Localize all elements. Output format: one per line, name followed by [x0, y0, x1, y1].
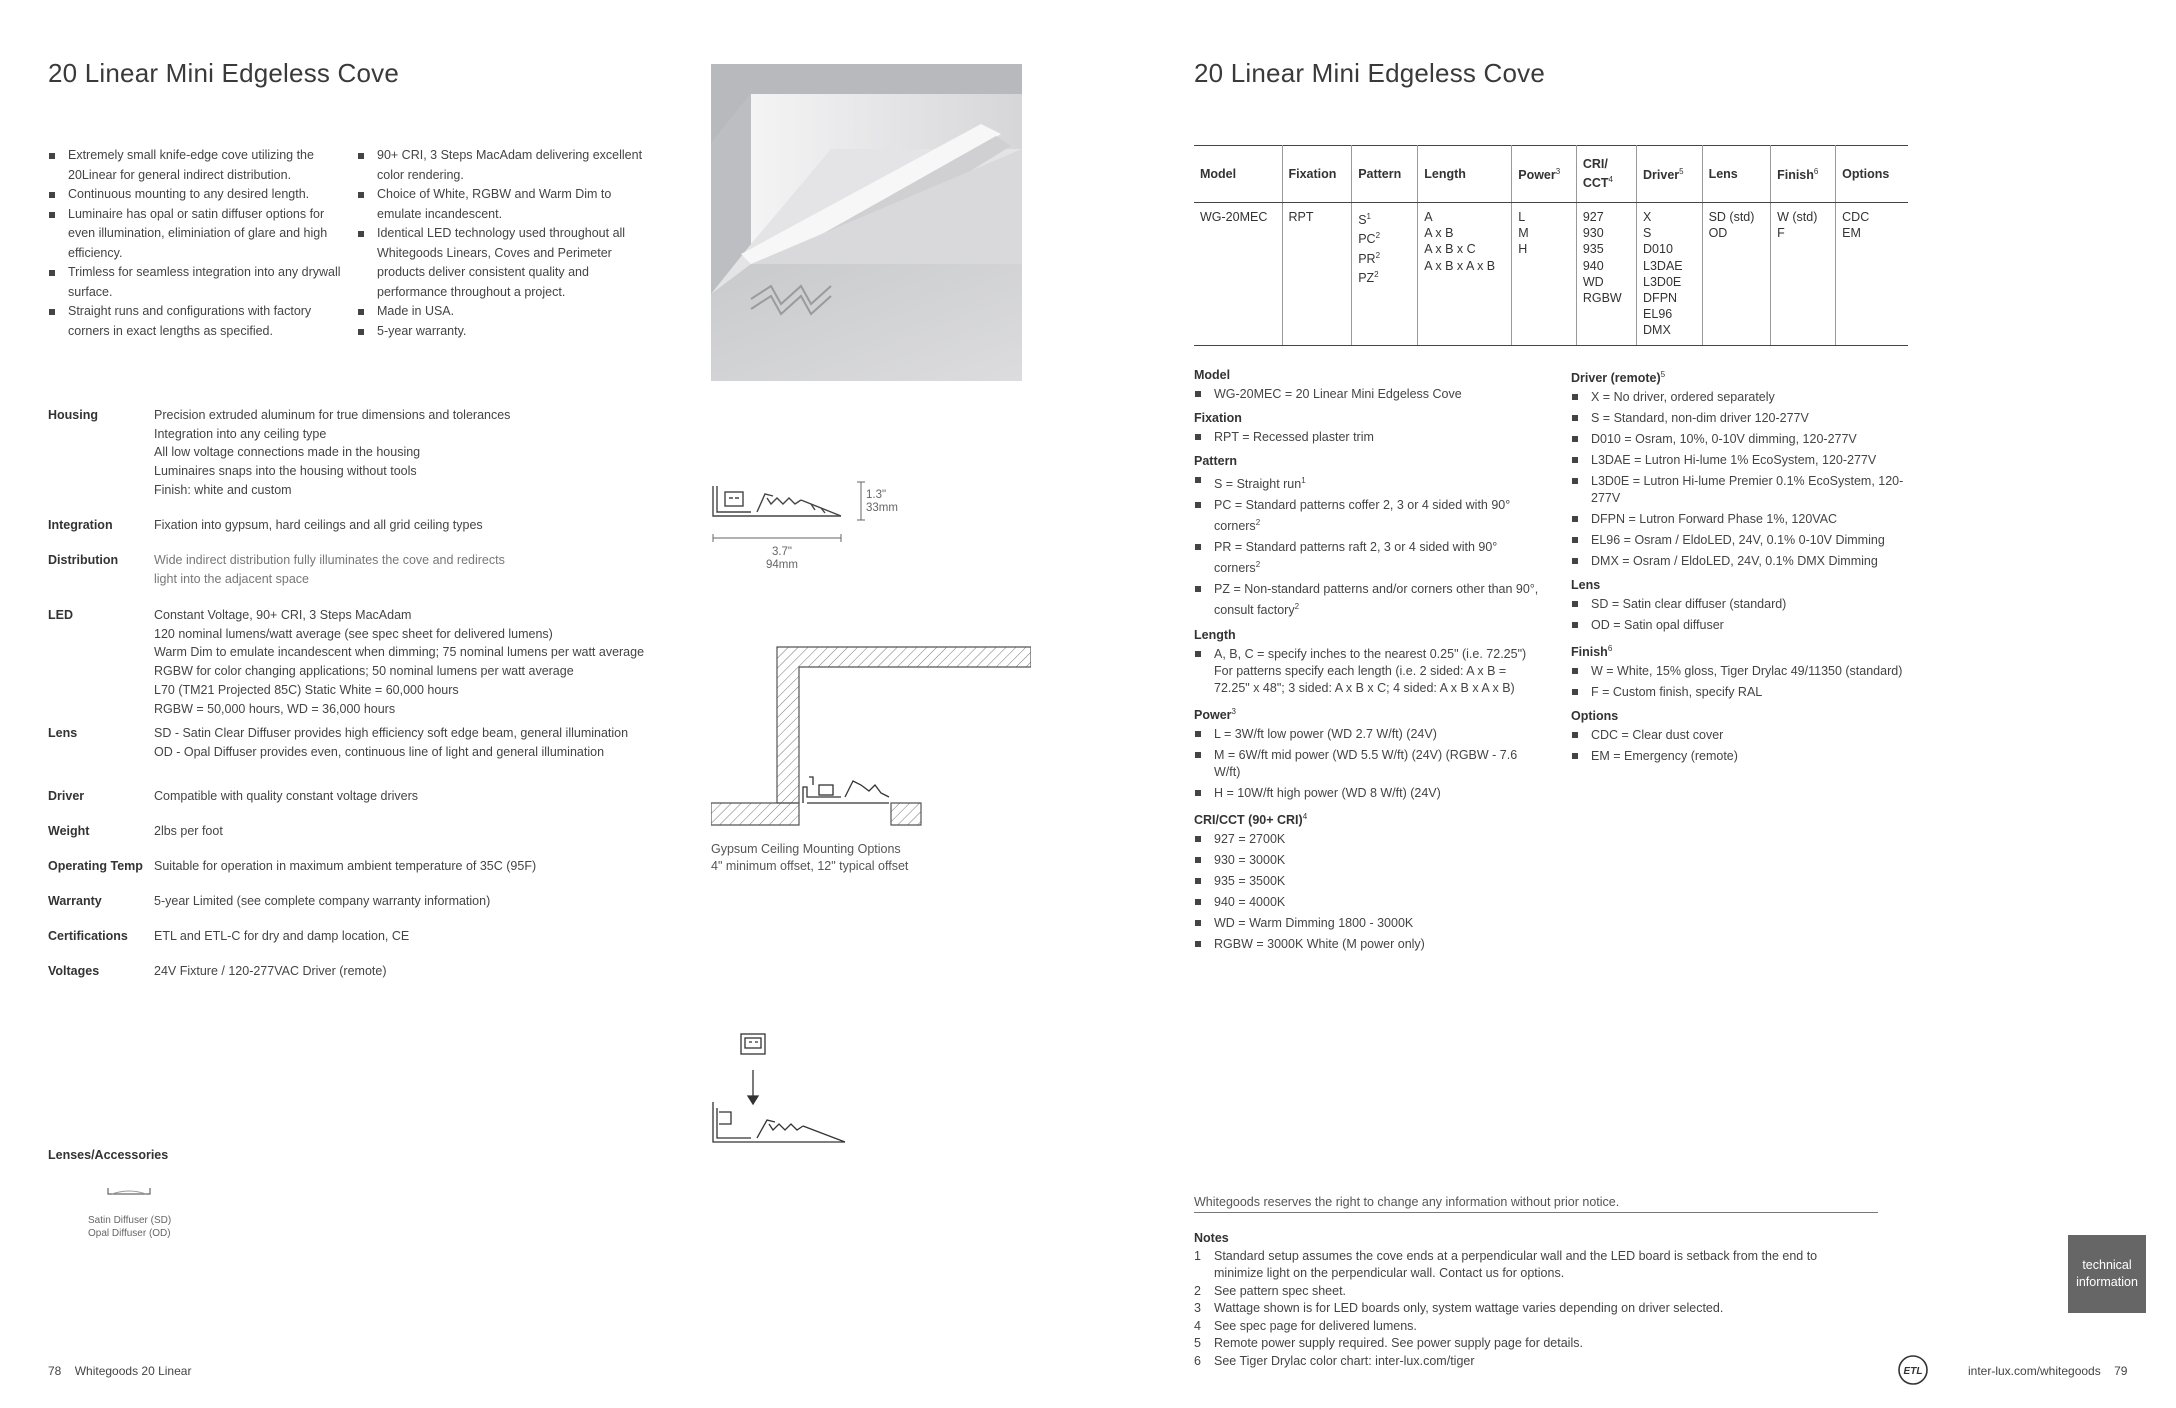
spec-value: Suitable for operation in maximum ambient temperature of 35C (95F): [154, 859, 537, 873]
option-code: D010: [1643, 242, 1673, 257]
option-code: [1358, 209, 1411, 228]
legend-item-text: DFPN = Lutron Forward Phase 1%, 120VAC: [1591, 512, 1838, 527]
legend-item: [1194, 581, 1544, 619]
table-cell-model: [1194, 203, 1282, 346]
option-code-text: S: [1358, 213, 1367, 228]
spec-label: Warranty: [48, 894, 102, 908]
spec-label: Integration: [48, 518, 113, 532]
legend-item: [1571, 617, 1931, 634]
legend-item: [1571, 389, 1931, 406]
table-header-cell: [1836, 146, 1908, 203]
spec-values: [154, 857, 536, 876]
svg-text:ETL: ETL: [1903, 1366, 1923, 1377]
legend-item-text: PC = Standard patterns coffer 2, 3 or 4 sided with 90° corners: [1214, 498, 1511, 534]
table-header-cell: [1512, 146, 1577, 203]
ordering-table: [1194, 145, 1908, 346]
legend-item: [1571, 596, 1931, 613]
table-header-label: Options: [1842, 167, 1890, 181]
legend-heading: [1571, 640, 1931, 661]
table-cell-pattern: [1352, 203, 1418, 346]
legend-item-text: EM = Emergency (remote): [1591, 749, 1738, 764]
ordering-table-wrapper: [1194, 145, 1908, 346]
spec-values: [154, 516, 483, 535]
legend-heading-text: CRI/CCT (90+ CRI): [1194, 812, 1303, 827]
footnote-marker: 6: [1813, 167, 1819, 177]
legend-item-text: A, B, C = specify inches to the nearest 0.25" (i.e. 72.25") For patterns specify each length (i.e. 2 sided: A x B = 72.25" x 48"; 3 sided: A x B x C; 4 sided: A x B x A x B): [1214, 646, 1527, 695]
legend-item-text: WD = Warm Dimming 1800 - 3000K: [1214, 915, 1414, 930]
legend-item-text: L = 3W/ft low power (WD 2.7 W/ft) (24V): [1214, 726, 1437, 741]
tab-label-line-1: technical: [2082, 1258, 2132, 1272]
spec-value: Warm Dim to emulate incandescent when dimming; 75 nominal lumens per watt average: [154, 645, 645, 660]
spec-values: [154, 787, 418, 806]
table-header-label: Power: [1518, 168, 1556, 183]
legend-item: [1194, 894, 1544, 911]
footnote-marker: 3: [1555, 167, 1561, 177]
legend-list: [1194, 726, 1544, 802]
legend-item: [1571, 410, 1931, 427]
table-header-cell: [1771, 146, 1836, 203]
legend-heading: [1194, 808, 1544, 829]
note-item: [1194, 1248, 1854, 1283]
legend-item-text: RGBW = 3000K White (M power only): [1214, 936, 1425, 951]
option-code: [1358, 228, 1411, 247]
spec-value: ETL and ETL-C for dry and damp location, CE: [154, 929, 410, 943]
footnote-marker: 2: [1375, 231, 1381, 241]
note-number: 4: [1194, 1318, 1201, 1333]
spec-value: Integration into any ceiling type: [154, 426, 327, 441]
tab-label-line-2: information: [2076, 1275, 2138, 1289]
spec-label: Operating Temp: [48, 859, 143, 873]
option-code: [1358, 248, 1411, 267]
table-header-label: CRI/ CCT: [1582, 157, 1609, 191]
option-code: F: [1777, 226, 1785, 241]
table-header-cell: [1702, 146, 1771, 203]
spec-value: Luminaires snaps into the housing without tools: [154, 464, 417, 479]
footnote-marker: 3: [1231, 706, 1236, 716]
legend-heading-text: Length: [1194, 627, 1236, 642]
legend-list: [1194, 386, 1544, 403]
legend-item: [1194, 539, 1544, 577]
feature-item: 5-year warranty.: [357, 322, 657, 342]
note-number: 6: [1194, 1353, 1201, 1368]
legend-item: [1571, 532, 1931, 549]
page-title-right: 20 Linear Mini Edgeless Cove: [1194, 58, 1546, 88]
footnote-marker: 6: [1607, 644, 1613, 654]
legend-item: [1194, 852, 1544, 869]
notes-heading: Notes: [1194, 1231, 1229, 1245]
spec-label: Driver: [48, 789, 85, 803]
spec-value: Fixation into gypsum, hard ceilings and all grid ceiling types: [154, 518, 483, 532]
footnote-marker: 2: [1374, 270, 1379, 280]
notes: [1194, 1230, 1854, 1370]
legend-item: [1571, 663, 1931, 680]
option-code: EL96: [1643, 307, 1673, 322]
legend-heading: [1571, 366, 1931, 387]
legend-item-text: CDC = Clear dust cover: [1591, 728, 1724, 743]
option-code: 927: [1582, 210, 1604, 224]
note-number: 1: [1194, 1248, 1201, 1263]
footer-left-text: Whitegoods 20 Linear: [74, 1364, 192, 1378]
spec-label: Distribution: [48, 553, 119, 567]
table-cell-power: [1512, 203, 1577, 346]
ordering-legend-left: [1194, 360, 1544, 957]
footnote-marker: 5: [1679, 167, 1684, 177]
feature-item: Made in USA.: [357, 302, 657, 322]
table-header-cell: [1352, 146, 1418, 203]
note-item: [1194, 1283, 1854, 1301]
legend-item: [1571, 553, 1931, 570]
legend-heading: [1571, 707, 1931, 725]
legend-item: [1194, 386, 1544, 403]
footnote-marker: 5: [1660, 370, 1666, 379]
table-header-label: Model: [1200, 167, 1237, 181]
legend-list: [1571, 727, 1931, 765]
legend-list: [1194, 646, 1544, 697]
spec-value: All low voltage connections made in the housing: [154, 445, 421, 460]
table-header-cell: [1418, 146, 1512, 203]
legend-heading-text: Model: [1194, 368, 1231, 382]
cove-render-image: [711, 64, 1022, 381]
legend-item: [1194, 646, 1544, 697]
note-text: See Tiger Drylac color chart: inter-lux.com/tiger: [1214, 1353, 1475, 1368]
page-number-left: 78: [48, 1364, 62, 1378]
option-code: WD: [1582, 274, 1604, 289]
note-text: Remote power supply required. See power supply page for details.: [1214, 1336, 1583, 1350]
legend-item: [1194, 873, 1544, 890]
feature-item: Luminaire has opal or satin diffuser options for even illumination, eliminiation of glare and high efficiency.: [48, 205, 348, 264]
spec-value: 120 nominal lumens/watt average (see spec sheet for delivered lumens): [154, 626, 553, 641]
gypsum-mounting-drawing: [711, 645, 1031, 835]
legend-item-text: PR = Standard patterns raft 2, 3 or 4 sided with 90° corners: [1214, 540, 1498, 576]
option-code: L3D0E: [1643, 274, 1682, 289]
footnote-marker: 2: [1294, 602, 1300, 612]
option-code: RPT: [1288, 210, 1314, 224]
legend-item-text: OD = Satin opal diffuser: [1591, 618, 1724, 633]
disclaimer: Whitegoods reserves the right to change any information without prior notice.: [1194, 1195, 1878, 1213]
legend-item: [1571, 473, 1931, 507]
spec-value: Precision extruded aluminum for true dimensions and tolerances: [154, 408, 511, 422]
spec-value: Finish: white and custom: [154, 482, 292, 497]
note-item: [1194, 1335, 1854, 1353]
table-cell-length: [1418, 203, 1512, 346]
option-code: X: [1643, 210, 1652, 224]
profile-dimension-drawing: [711, 478, 891, 568]
footer-url[interactable]: inter-lux.com/whitegoods: [1968, 1364, 2101, 1378]
spec-value: L70 (TM21 Projected 85C) Static White = 60,000 hours: [154, 682, 459, 697]
feature-item: Identical LED technology used throughout all Whitegoods Linears, Coves and Perimeter products deliver consistent quality and performance throughout a project.: [357, 224, 657, 302]
legend-item: [1194, 936, 1544, 953]
legend-item-text: RPT = Recessed plaster trim: [1214, 430, 1374, 444]
legend-item-text: W = White, 15% gloss, Tiger Drylac 49/11350 (standard): [1591, 664, 1903, 679]
legend-item: [1194, 429, 1544, 446]
legend-item: [1194, 472, 1544, 493]
legend-list: [1571, 389, 1931, 570]
legend-heading-text: Fixation: [1194, 411, 1242, 425]
table-header-label: Lens: [1708, 167, 1738, 181]
table-cell-fixation: [1282, 203, 1352, 346]
note-text: See pattern spec sheet.: [1214, 1283, 1347, 1298]
legend-heading: [1194, 703, 1544, 724]
width-dimension-label: 3.7" 94mm: [766, 546, 798, 571]
legend-item-text: EL96 = Osram / EldoLED, 24V, 0.1% 0-10V Dimming: [1591, 533, 1885, 548]
legend-item-text: M = 6W/ft mid power (WD 5.5 W/ft) (24V) (RGBW - 7.6 W/ft): [1214, 747, 1518, 779]
option-code: W (std): [1777, 210, 1818, 224]
legend-item: [1194, 497, 1544, 535]
legend-item-text: L3DAE = Lutron Hi-lume 1% EcoSystem, 120-277V: [1591, 453, 1877, 468]
legend-heading: [1571, 576, 1931, 594]
spec-value: light into the adjacent space: [154, 571, 309, 586]
option-code: H: [1518, 242, 1528, 257]
legend-item-text: F = Custom finish, specify RAL: [1591, 685, 1763, 700]
legend-heading-text: Pattern: [1194, 454, 1238, 468]
table-header-cell: [1576, 146, 1636, 203]
option-code: M: [1518, 226, 1529, 241]
note-number: 3: [1194, 1301, 1201, 1315]
legend-heading-text: Lens: [1571, 578, 1601, 593]
diffuser-lens-drawing: [106, 1184, 152, 1198]
legend-item: [1571, 511, 1931, 528]
note-item: [1194, 1353, 1854, 1371]
spec-label: LED: [48, 608, 73, 622]
legend-heading: [1194, 366, 1544, 384]
option-code: WG-20MEC: [1200, 210, 1268, 224]
option-code: L3DAE: [1643, 258, 1683, 273]
option-code: L: [1518, 210, 1526, 224]
page-title-left: 20 Linear Mini Edgeless Cove: [48, 58, 400, 88]
legend-item: [1194, 726, 1544, 743]
option-code-text: PZ: [1358, 271, 1375, 286]
feature-item: Extremely small knife-edge cove utilizing the 20Linear for general indirect distribution.: [48, 146, 348, 185]
installation-drawing: [711, 1030, 851, 1148]
legend-heading: [1194, 452, 1544, 470]
table-header-cell: [1637, 146, 1703, 203]
legend-item: [1194, 915, 1544, 932]
feature-item: Trimless for seamless integration into any drywall surface.: [48, 263, 348, 302]
legend-list: [1194, 831, 1544, 953]
legend-list: [1571, 663, 1931, 701]
spec-label: Certifications: [48, 929, 128, 943]
spec-values: [154, 406, 510, 500]
legend-item-text: 940 = 4000K: [1214, 894, 1286, 909]
legend-item: [1571, 684, 1931, 701]
height-dimension-label: 1.3" 33mm: [866, 489, 898, 514]
table-cell-lens: [1702, 203, 1771, 346]
option-code: DMX: [1643, 323, 1671, 338]
spec-values: [154, 927, 409, 946]
legend-heading-text: Driver (remote): [1571, 371, 1661, 386]
technical-information-tab[interactable]: [2068, 1235, 2146, 1313]
legend-item-text: 927 = 2700K: [1214, 831, 1286, 846]
feature-item: 90+ CRI, 3 Steps MacAdam delivering excellent color rendering.: [357, 146, 657, 185]
note-text: Standard setup assumes the cove ends at a perpendicular wall and the LED board is setback from the end to minimize light on the perpendicular wall. Contact us for options.: [1214, 1248, 1818, 1280]
legend-item-text: PZ = Non-standard patterns and/or corners other than 90°, consult factory: [1214, 582, 1539, 618]
option-code: RGBW: [1582, 291, 1622, 306]
footnote-marker: 2: [1255, 560, 1261, 570]
footer-left: [48, 1364, 191, 1378]
footnote-marker: 1: [1301, 476, 1306, 485]
lens-caption: Satin Diffuser (SD) Opal Diffuser (OD): [88, 1215, 172, 1239]
option-code: 940: [1582, 258, 1604, 273]
legend-heading: [1194, 409, 1544, 427]
option-code: DFPN: [1643, 291, 1678, 306]
spec-label: Housing: [48, 408, 98, 422]
spec-value: RGBW = 50,000 hours, WD = 36,000 hours: [154, 701, 396, 716]
spec-value: Wide indirect distribution fully illuminates the cove and redirects: [154, 553, 505, 567]
spec-values: [154, 892, 490, 911]
table-header-label: Driver: [1643, 168, 1680, 183]
spec-value: SD - Satin Clear Diffuser provides high efficiency soft edge beam, general illumination: [154, 726, 629, 740]
spec-values: [154, 606, 644, 718]
legend-item-text: L3D0E = Lutron Hi-lume Premier 0.1% EcoSystem, 120-277V: [1591, 474, 1904, 506]
table-cell-driver: [1637, 203, 1703, 346]
option-code: EM: [1842, 226, 1861, 241]
option-code: SD (std): [1708, 210, 1755, 224]
option-code: A x B x A x B: [1424, 258, 1496, 273]
table-header-label: Length: [1424, 167, 1466, 181]
note-number: 2: [1194, 1283, 1201, 1298]
page-number-right: 79: [2114, 1364, 2128, 1378]
note-item: [1194, 1318, 1854, 1336]
legend-item-text: WG-20MEC = 20 Linear Mini Edgeless Cove: [1214, 387, 1462, 401]
footnote-marker: 2: [1255, 518, 1261, 528]
legend-item: [1571, 452, 1931, 469]
spec-label: Voltages: [48, 964, 100, 978]
spec-value: 5-year Limited (see complete company warranty information): [154, 894, 491, 908]
note-text: See spec page for delivered lumens.: [1214, 1318, 1417, 1333]
table-header-label: Finish: [1777, 168, 1814, 183]
option-code: A x B: [1424, 226, 1454, 241]
legend-item: [1571, 748, 1931, 765]
spec-value: Constant Voltage, 90+ CRI, 3 Steps MacAdam: [154, 608, 412, 622]
footnote-marker: 1: [1366, 212, 1371, 221]
legend-item: [1194, 785, 1544, 802]
spec-label: Weight: [48, 824, 90, 838]
legend-item-text: D010 = Osram, 10%, 0-10V dimming, 120-277V: [1591, 432, 1857, 447]
legend-item-text: S = Straight run: [1214, 477, 1302, 492]
legend-item-text: H = 10W/ft high power (WD 8 W/ft) (24V): [1214, 785, 1441, 800]
product-photo: [711, 64, 1022, 381]
note-item: [1194, 1300, 1854, 1318]
mounting-caption: Gypsum Ceiling Mounting Options 4" minimum offset, 12" typical offset: [711, 842, 909, 873]
option-code: OD: [1708, 226, 1728, 241]
legend-item-text: X = No driver, ordered separately: [1591, 390, 1775, 405]
legend-item-text: 935 = 3500K: [1214, 873, 1286, 888]
table-cell-options: [1836, 203, 1908, 346]
legend-item: [1194, 831, 1544, 848]
lenses-accessories-heading: Lenses/Accessories: [48, 1148, 169, 1162]
table-header-cell: [1194, 146, 1282, 203]
table-header-label: Fixation: [1288, 167, 1337, 181]
table-cell-cri: [1576, 203, 1636, 346]
spec-value: 2lbs per foot: [154, 824, 223, 838]
option-code: 930: [1582, 226, 1604, 241]
footer-right: [1968, 1364, 2127, 1378]
table-header-label: Pattern: [1358, 167, 1402, 181]
legend-item-text: SD = Satin clear diffuser (standard): [1591, 597, 1787, 612]
option-code-text: PC: [1358, 232, 1376, 247]
legend-item-text: DMX = Osram / EldoLED, 24V, 0.1% DMX Dimming: [1591, 554, 1878, 569]
table-header-cell: [1282, 146, 1352, 203]
footnote-marker: 2: [1375, 250, 1381, 260]
legend-list: [1194, 472, 1544, 620]
ordering-legend-right: [1571, 360, 1931, 769]
table-cell-finish: [1771, 203, 1836, 346]
features-list-2: [357, 146, 657, 341]
spec-value: 24V Fixture / 120-277VAC Driver (remote): [154, 964, 387, 978]
legend-item: [1571, 727, 1931, 744]
feature-item: Straight runs and configurations with factory corners in exact lengths as specified.: [48, 302, 348, 341]
note-text: Wattage shown is for LED boards only, system wattage varies depending on driver selected.: [1214, 1301, 1724, 1315]
footnote-marker: 4: [1608, 175, 1613, 185]
spec-value: RGBW for color changing applications; 50 nominal lumens per watt average: [154, 664, 574, 679]
option-code: CDC: [1842, 210, 1870, 224]
option-code: A: [1424, 210, 1433, 224]
legend-heading-text: Power: [1194, 707, 1232, 722]
option-code-text: PR: [1358, 251, 1376, 266]
note-number: 5: [1194, 1336, 1201, 1350]
legend-heading-text: Options: [1571, 709, 1619, 724]
feature-item: Choice of White, RGBW and Warm Dim to emulate incandescent.: [357, 185, 657, 224]
legend-item-text: S = Standard, non-dim driver 120-277V: [1591, 411, 1809, 426]
option-code: [1358, 267, 1411, 286]
features-list-1: [48, 146, 348, 341]
footnote-marker: 4: [1302, 811, 1308, 821]
legend-list: [1194, 429, 1544, 446]
option-code: 935: [1582, 242, 1604, 257]
legend-item: [1571, 431, 1931, 448]
spec-values: [154, 822, 223, 841]
legend-heading: [1194, 626, 1544, 644]
legend-heading-text: Finish: [1571, 645, 1608, 660]
etl-certification-logo: [1897, 1354, 1929, 1386]
feature-item: Continuous mounting to any desired length.: [48, 185, 348, 205]
spec-values: [154, 962, 387, 981]
option-code: A x B x C: [1424, 242, 1476, 257]
legend-item: [1194, 747, 1544, 781]
spec-values: [154, 551, 505, 588]
spec-value: Compatible with quality constant voltage drivers: [154, 789, 419, 803]
legend-item-text: 930 = 3000K: [1214, 852, 1286, 867]
spec-value: OD - Opal Diffuser provides even, continuous line of light and general illumination: [154, 744, 605, 759]
option-code: S: [1643, 226, 1652, 241]
legend-list: [1571, 596, 1931, 634]
spec-label: Lens: [48, 726, 78, 740]
spec-values: [154, 724, 628, 761]
